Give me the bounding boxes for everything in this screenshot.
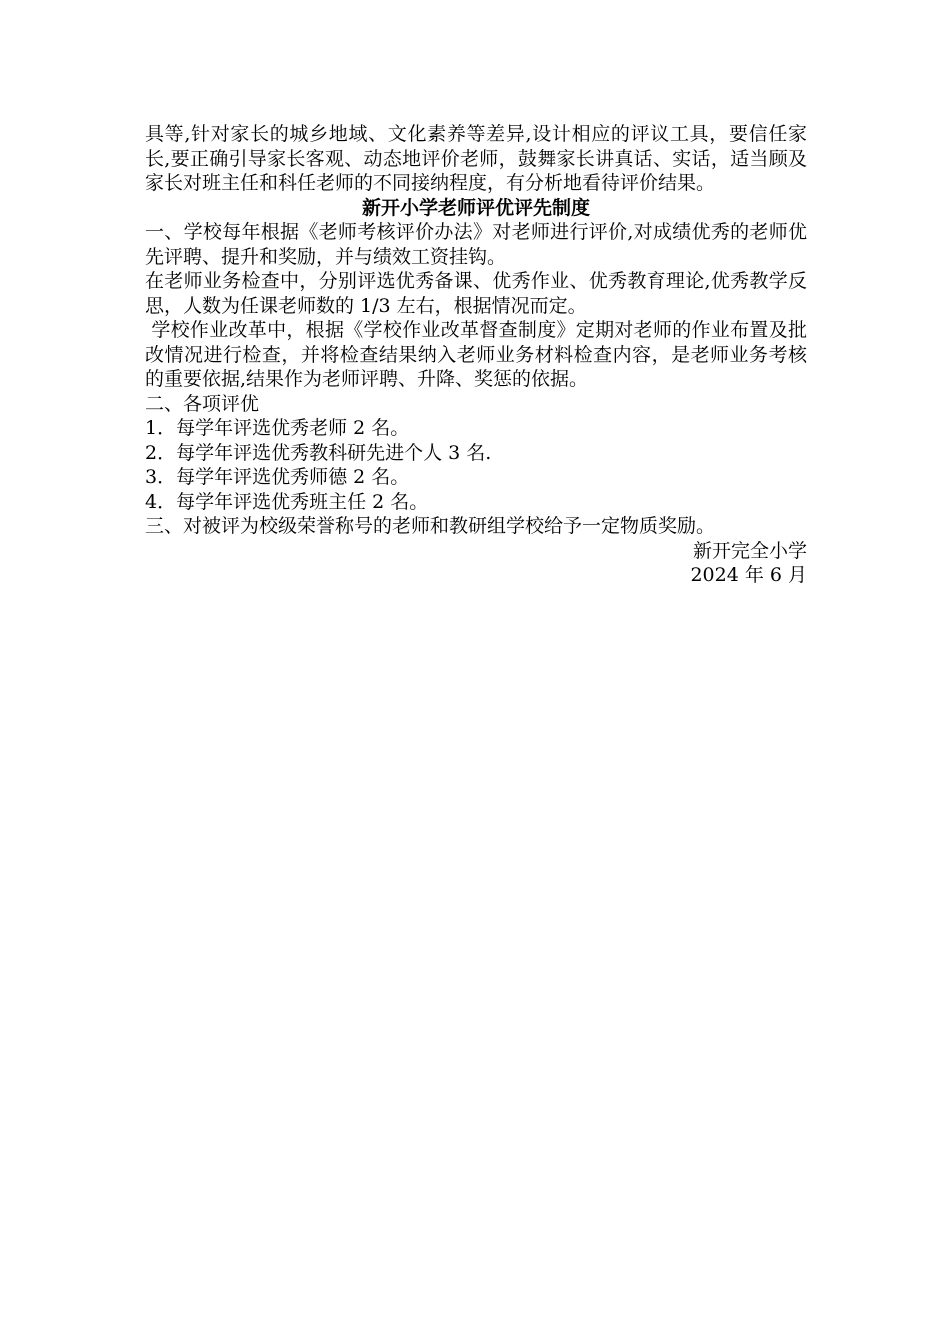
list-item: 4．每学年评选优秀班主任 2 名。 [145,490,429,513]
document-title: 新开小学老师评优评先制度 [361,196,590,219]
section1-paragraph-3: 学校作业改革中，根据《学校作业改革督查制度》定期对老师的作业布置及批改情况进行检查，并将检查结果纳入老师业务材料检查内容，是老师业务考核的重要依据,结果作为老师评聘、升降、奖惩的依据。 [145,319,807,390]
section1-paragraph-1: 一、学校每年根据《老师考核评价办法》对老师进行评价,对成绩优秀的老师优先评聘、提升和奖励，并与绩效工资挂钩。 [145,221,807,268]
section1-paragraph-2: 在老师业务检查中，分别评选优秀备课、优秀作业、优秀教育理论,优秀教学反思，人数为任课老师数的 1/3 左右，根据情况而定。 [145,270,807,317]
list-item: 2．每学年评选优秀教科研先进个人 3 名. [145,441,492,464]
list-item: 1．每学年评选优秀老师 2 名。 [145,417,410,439]
signature-date: 2024 年 6 月 [690,564,807,586]
section2-heading: 二、各项评优 [145,392,260,415]
intro-paragraph: 具等,针对家长的城乡地域、文化素养等差异,设计相应的评议工具，要信任家长,要正确引导家长客观、动态地评价老师，鼓舞家长讲真话、实话，适当顾及家长对班主任和科任老师的不同接纳程度，有分析地看待评价结果。 [145,123,807,194]
section3-paragraph: 三、对被评为校级荣誉称号的老师和教研组学校给予一定物质奖励。 [145,515,716,537]
list-item: 3．每学年评选优秀师德 2 名。 [145,466,410,488]
document-page [145,122,807,588]
signature-organization: 新开完全小学 [692,539,807,562]
